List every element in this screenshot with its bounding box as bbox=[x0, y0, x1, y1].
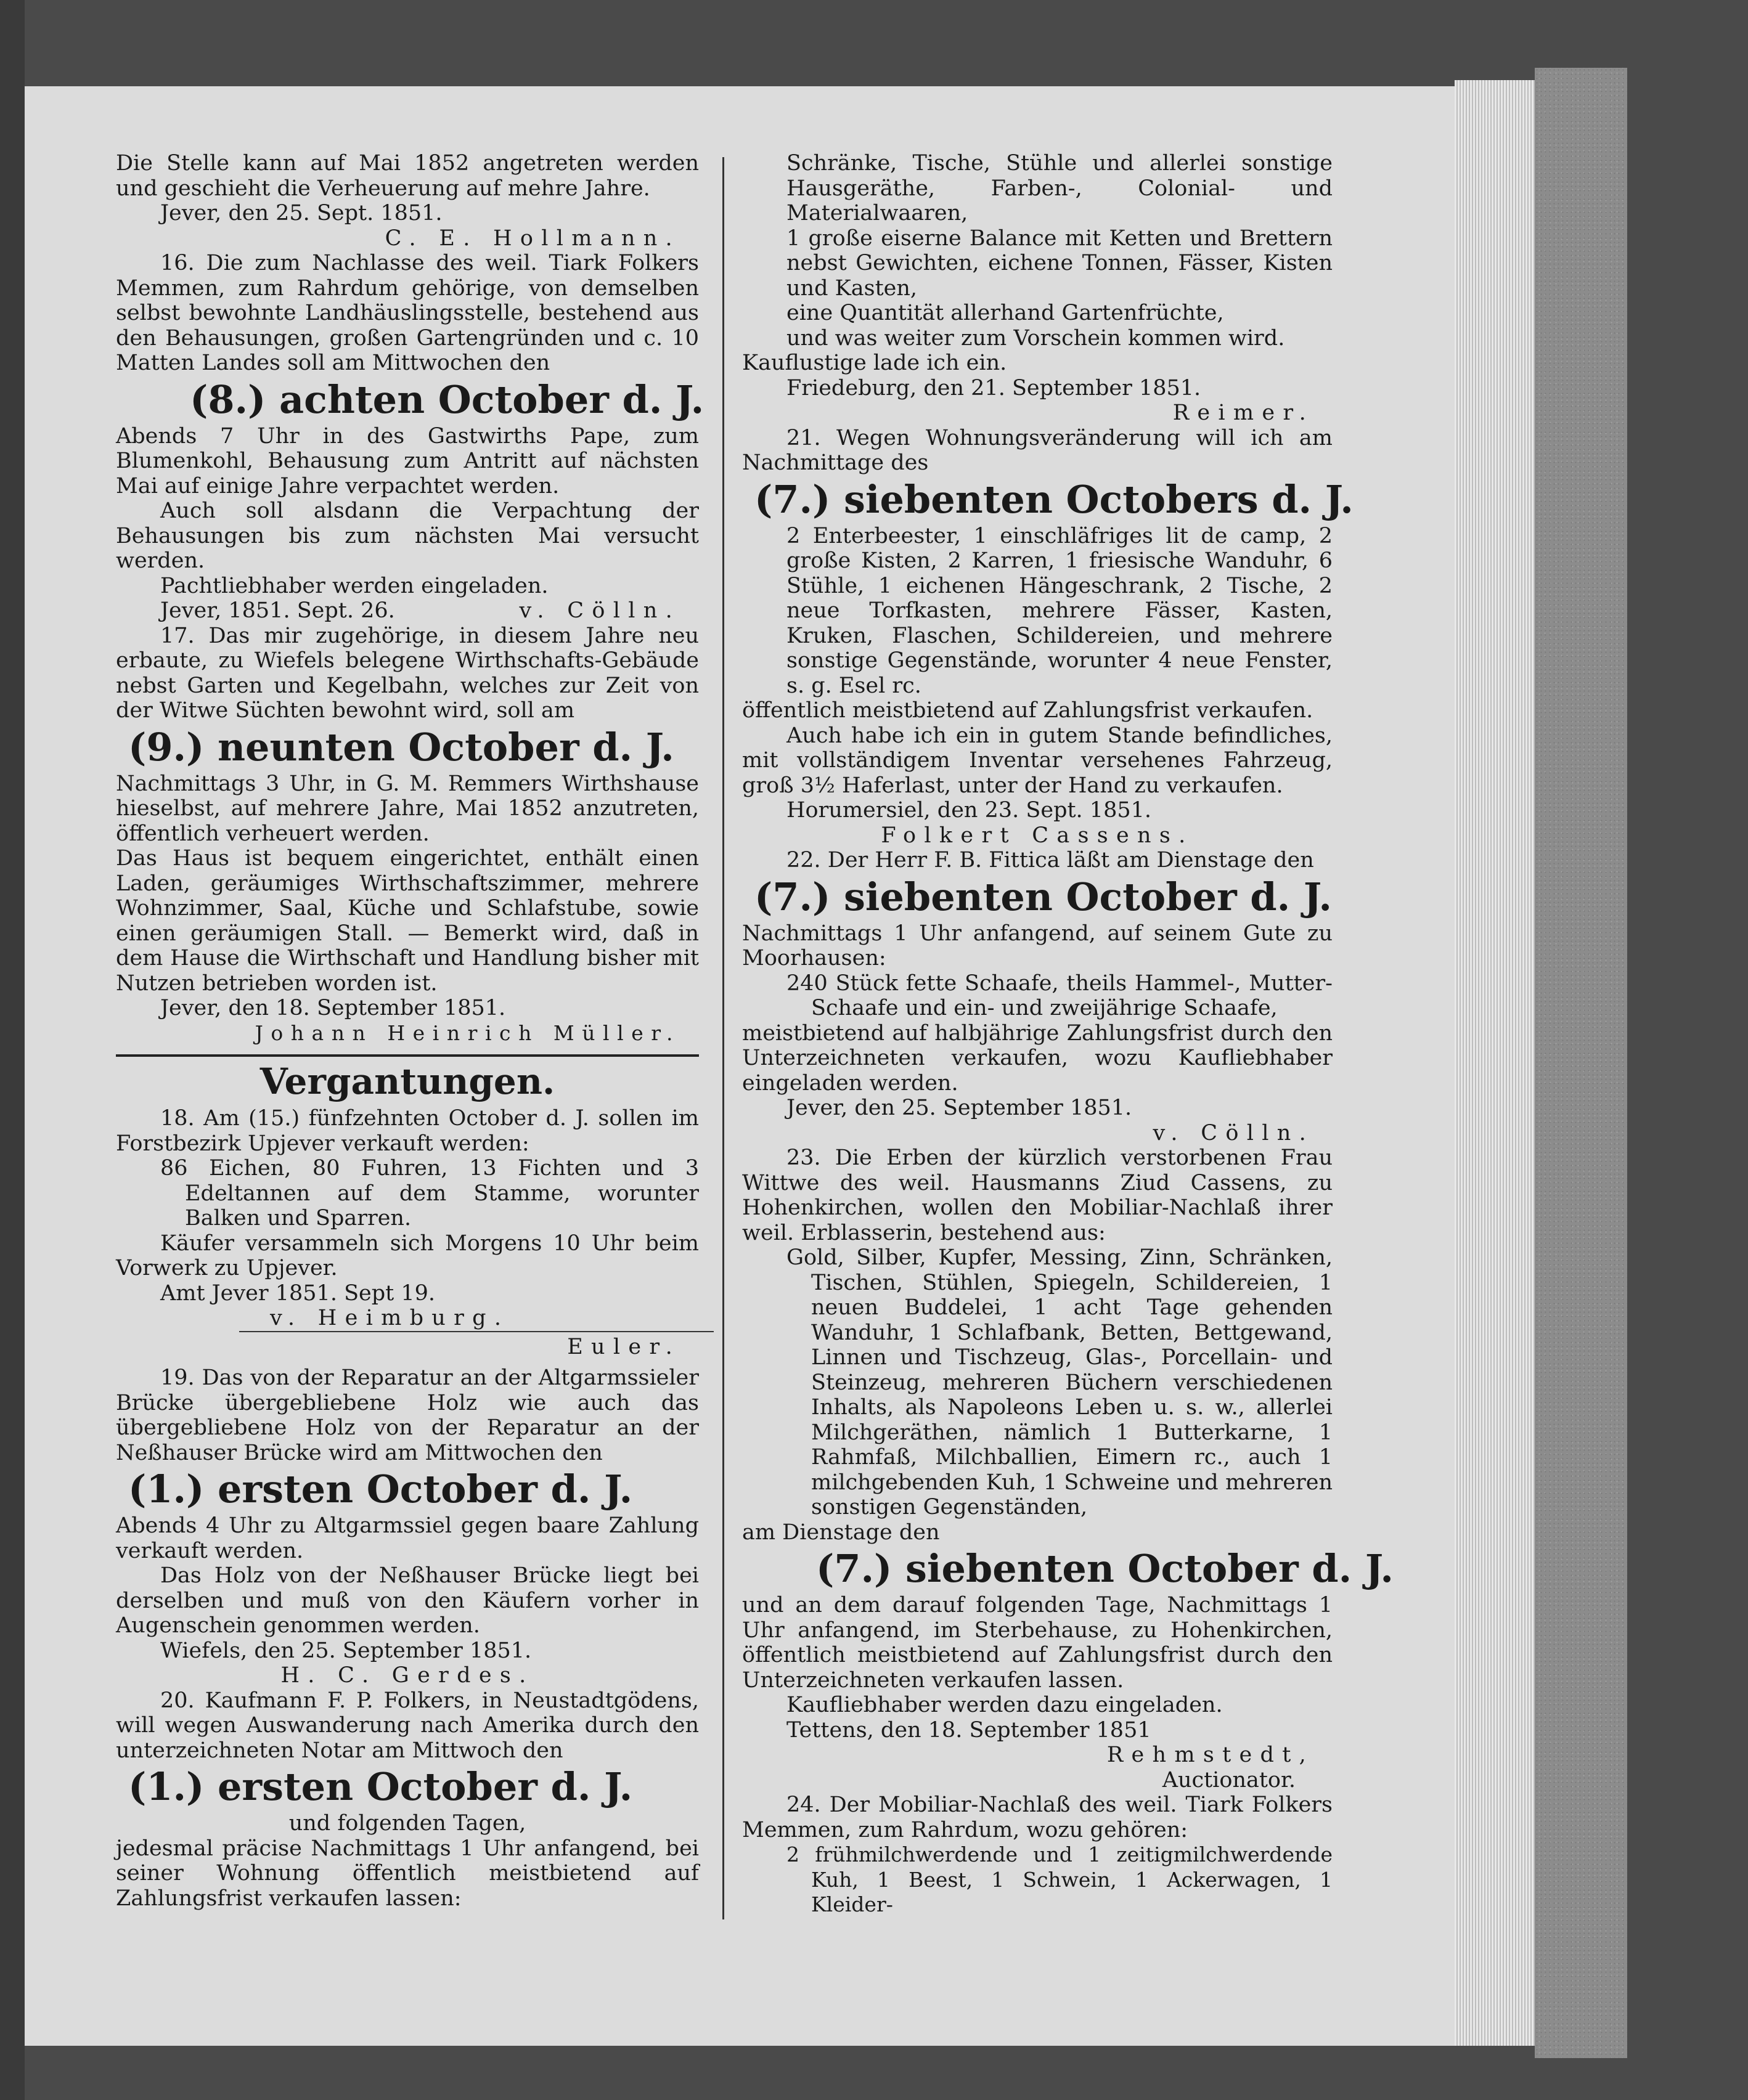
paragraph: Kaufliebhaber werden dazu eingeladen. bbox=[786, 1693, 1223, 1717]
item-list: 2 Enterbeester, 1 einschläfriges lit de camp, 2 große Kisten, 2 Karren, 1 friesische Wanduhr, 6 Stühle, 1 eichenen Hängeschrank, 2 Tische, 2 neue Torfkasten, mehrere Fässer, Kasten, Kruken, Flaschen, Schildereien, und mehrere sonstige Gegenstände, worunter 4 neue Fenster, s. g. Esel rc. bbox=[786, 523, 1333, 698]
notice-17: 17. Das mir zugehörige, in diesem Jahre neu erbaute, zu Wiefels belegene Wirthschafts-Gebäude nebst Garten und Kegelbahn, welches zur Zeit von der Witwe Süchten bewohnt wird, soll am bbox=[116, 623, 699, 723]
place-date: Amt Jever 1851. Sept 19. bbox=[160, 1280, 436, 1306]
paragraph: und folgenden Tagen, bbox=[288, 1811, 526, 1836]
notice-19: 19. Das von der Reparatur an der Altgarmssieler Brücke übergebliebene Holz wie auch das übergebliebene Holz von der Reparatur an der Neßhauser Brücke wird am Mittwochen den bbox=[116, 1365, 699, 1465]
paragraph: jedesmal präcise Nachmittags 1 Uhr anfangend, bei seiner Wohnung öffentlich meistbietend auf Zahlungsfrist verkaufen lassen: bbox=[116, 1836, 699, 1911]
place-date bbox=[116, 598, 699, 624]
paragraph: Nachmittags 3 Uhr, in G. M. Remmers Wirthshause hieselbst, auf mehrere Jahre, Mai 1852 anzutreten, öffentlich verheuert werden. bbox=[116, 771, 699, 846]
scan-background-left bbox=[0, 0, 25, 2100]
item-list: 240 Stück fette Schaafe, theils Hammel-, Mutter-Schaafe und ein- und zweijährige Schaafe, bbox=[786, 971, 1333, 1020]
place-date-text: Jever, 1851. Sept. 26. bbox=[160, 598, 395, 623]
item-list: eine Quantität allerhand Gartenfrüchte, bbox=[786, 301, 1224, 325]
paragraph: und an dem darauf folgenden Tage, Nachmittags 1 Uhr anfangend, im Sterbehause, zu Hohenkirchen, öffentlich meistbietend auf Zahlungsfrist durch den Unterzeichneten verkaufen lassen. bbox=[742, 1593, 1333, 1693]
auction-date: (8.) achten October d. J. bbox=[190, 376, 705, 422]
place-date: Jever, den 18. September 1851. bbox=[160, 996, 506, 1020]
item-list: Schränke, Tische, Stühle und allerlei sonstige Hausgeräthe, Farben-, Colonial- und Materialwaaren, bbox=[786, 151, 1333, 226]
notice-22: 22. Der Herr F. B. Fittica läßt am Dienstage den bbox=[786, 848, 1314, 873]
paragraph: Kauflustige lade ich ein. bbox=[742, 351, 1007, 375]
signature: Reimer. bbox=[1172, 401, 1314, 425]
signature: v. Heimburg. bbox=[270, 1306, 510, 1330]
paragraph: Das Haus ist bequem eingerichtet, enthält einen Laden, geräumiges Wirthschaftszimmer, mehrere Wohnzimmer, Saal, Küche und Schlafstube, sowie einen geräumigen Stall. — Bemerkt wird, daß in dem Hause die Wirthschaft und Handlung bisher mit Nutzen betrieben worden ist. bbox=[116, 846, 699, 996]
signature: Johann Heinrich Müller. bbox=[255, 1020, 680, 1045]
book-cover bbox=[1535, 68, 1627, 2058]
signature: Euler. bbox=[567, 1334, 680, 1359]
item-list: 2 frühmilchwerdende und 1 zeitigmilchwerdende Kuh, 1 Beest, 1 Schwein, 1 Ackerwagen, 1 Kleider- bbox=[786, 1842, 1333, 1916]
notice-23: 23. Die Erben der kürzlich verstorbenen Frau Wittwe des weil. Hausmanns Ziud Cassens, zu Hohenkirchen, wollen den Mobiliar-Nachlaß ihrer weil. Erblasserin, bestehend aus: bbox=[742, 1146, 1333, 1245]
auction-date: (7.) siebenten October d. J. bbox=[754, 874, 1332, 919]
paragraph: Abends 4 Uhr zu Altgarmssiel gegen baare Zahlung verkauft werden. bbox=[116, 1513, 699, 1563]
paragraph: meistbietend auf halbjährige Zahlungsfrist durch den Unterzeichneten verkaufen, wozu Kaufliebhaber eingeladen werden. bbox=[742, 1020, 1333, 1096]
item-list: und was weiter zum Vorschein kommen wird. bbox=[786, 325, 1285, 351]
signature: v. Cölln. bbox=[519, 598, 680, 623]
auction-date: (9.) neunten October d. J. bbox=[128, 724, 674, 770]
scan-background-right bbox=[1627, 0, 1748, 2100]
paragraph: öffentlich meistbietend auf Zahlungsfrist verkaufen. bbox=[742, 698, 1313, 723]
auction-date: (7.) siebenten October d. J. bbox=[816, 1546, 1394, 1591]
paragraph: Die Stelle kann auf Mai 1852 angetreten werden und geschieht die Verheuerung auf mehre Jahre. bbox=[116, 151, 699, 201]
signature: C. E. Hollmann. bbox=[385, 226, 680, 251]
paragraph: Pachtliebhaber werden eingeladen. bbox=[160, 573, 549, 598]
notice-18: 18. Am (15.) fünfzehnten October d. J. sollen im Forstbezirk Upjever verkauft werden: bbox=[116, 1106, 699, 1156]
signature: Folkert Cassens. bbox=[881, 823, 1194, 848]
paragraph: Auch soll alsdann die Verpachtung der Behausungen bis zum nächsten Mai versucht werden. bbox=[116, 499, 699, 573]
place-date: Horumersiel, den 23. Sept. 1851. bbox=[786, 798, 1151, 823]
item-list: 86 Eichen, 80 Fuhren, 13 Fichten und 3 Edeltannen auf dem Stamme, worunter Balken und Sparren. bbox=[160, 1156, 699, 1231]
signature-title: Auctionator. bbox=[1162, 1767, 1296, 1793]
auction-date: (7.) siebenten Octobers d. J. bbox=[754, 476, 1354, 522]
paragraph: Käufer versammeln sich Morgens 10 Uhr beim Vorwerk zu Upjever. bbox=[116, 1231, 699, 1280]
paragraph: Auch habe ich ein in gutem Stande befindliches, mit vollständigem Inventar versehenes Fahrzeug, groß 3½ Haferlast, unter der Hand zu verkaufen. bbox=[742, 723, 1333, 798]
auction-date: (1.) ersten October d. J. bbox=[128, 1467, 633, 1512]
auction-date: (1.) ersten October d. J. bbox=[128, 1764, 633, 1809]
place-date: Jever, den 25. September 1851. bbox=[786, 1096, 1132, 1120]
left-column bbox=[116, 151, 705, 1911]
notice-21: 21. Wegen Wohnungsveränderung will ich am Nachmittage des bbox=[742, 425, 1333, 475]
paragraph: Abends 7 Uhr in des Gastwirths Pape, zum Blumenkohl, Behausung zum Antritt auf nächsten Mai auf einige Jahre verpachtet werden. bbox=[116, 423, 699, 499]
signature: H. C. Gerdes. bbox=[280, 1663, 534, 1688]
signature: v. Cölln. bbox=[1153, 1120, 1314, 1146]
notice-16: 16. Die zum Nachlasse des weil. Tiark Folkers Memmen, zum Rahrdum gehörige, von demselben selbst bewohnte Landhäuslingsstelle, bestehend aus den Behausungen, großen Gartengründen und c. 10 Matten Landes soll am Mittwochen den bbox=[116, 251, 699, 375]
paragraph: am Dienstage den bbox=[742, 1520, 940, 1545]
notice-24: 24. Der Mobiliar-Nachlaß des weil. Tiark Folkers Memmen, zum Rahrdum, wozu gehören: bbox=[742, 1793, 1333, 1842]
place-date: Tettens, den 18. September 1851 bbox=[786, 1717, 1151, 1743]
section-heading: Vergantungen. bbox=[116, 1054, 699, 1106]
paragraph: Nachmittags 1 Uhr anfangend, auf seinem Gute zu Moorhausen: bbox=[742, 921, 1333, 971]
column-divider bbox=[722, 157, 724, 1919]
paragraph: Das Holz von der Neßhauser Brücke liegt bei derselben und muß von den Käufern vorher in Augenschein genommen werden. bbox=[116, 1563, 699, 1638]
signature: Rehmstedt, bbox=[1106, 1743, 1314, 1767]
notice-20: 20. Kaufmann F. P. Folkers, in Neustadtgödens, will wegen Auswanderung nach Amerika durch den unterzeichneten Notar am Mittwoch den bbox=[116, 1688, 699, 1763]
page-edges bbox=[1455, 80, 1535, 2046]
right-column bbox=[742, 151, 1394, 1918]
place-date: Jever, den 25. Sept. 1851. bbox=[160, 201, 443, 226]
signature-line bbox=[239, 1306, 714, 1332]
place-date: Wiefels, den 25. September 1851. bbox=[160, 1638, 532, 1663]
item-list: 1 große eiserne Balance mit Ketten und Brettern nebst Gewichten, eichene Tonnen, Fässer, Kisten und Kasten, bbox=[786, 226, 1333, 301]
place-date: Friedeburg, den 21. September 1851. bbox=[786, 375, 1201, 401]
item-list: Gold, Silber, Kupfer, Messing, Zinn, Schränken, Tischen, Stühlen, Spiegeln, Schildereien, 1 neuen Buddelei, 1 acht Tage gehenden Wanduhr, 1 Schlafbank, Betten, Bettgewand, Linnen und Tischzeug, Glas-, Porcellain- und Steinzeug, mehreren Büchern verschiedenen Inhalts, als Napoleons Leben u. s. w., allerlei Milchgeräthen, nämlich 1 Butterkarne, 1 Rahmfaß, Milchballien, Eimern rc., auch 1 milchgebenden Kuh, 1 Schweine und mehreren sonstigen Gegenständen, bbox=[786, 1245, 1333, 1520]
